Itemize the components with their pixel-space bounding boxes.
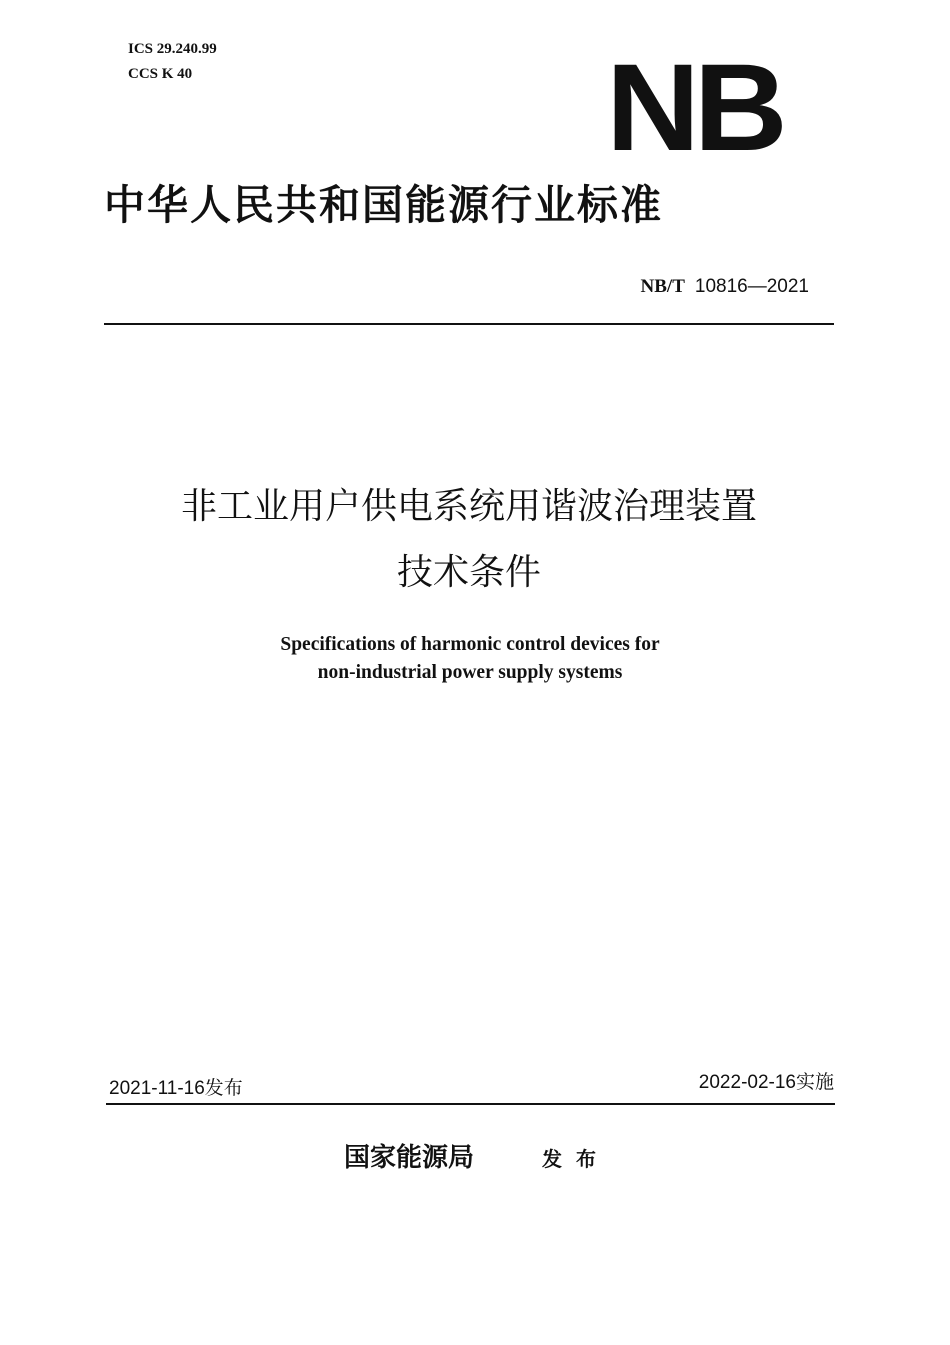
english-title-line-2: non-industrial power supply systems: [317, 662, 623, 683]
chinese-title-line-2: 技术条件: [396, 552, 541, 593]
standard-number: [641, 274, 809, 299]
chinese-title-line-1: 非工业用户供电系统用谐波治理装置: [180, 486, 757, 527]
issue-verb: 发布: [542, 1147, 610, 1171]
standard-type-title: 中华人民共和国能源行业标准: [104, 181, 663, 229]
english-title-line-1: Specifications of harmonic control devices for: [280, 634, 660, 655]
ccs-code: CCS K 40: [128, 66, 193, 82]
standard-number-value: 10816—2021: [694, 276, 809, 297]
standard-number-prefix: NB/T: [640, 276, 685, 297]
nb-logo: NB: [606, 39, 782, 177]
bottom-divider: [106, 1103, 835, 1105]
ics-code: ICS 29.240.99: [128, 41, 217, 57]
issuing-authority: 国家能源局: [344, 1143, 475, 1173]
top-divider: [104, 323, 834, 325]
effective-date: 2022-02-16实施: [698, 1072, 834, 1093]
publish-date: 2021-11-16发布: [109, 1078, 243, 1099]
